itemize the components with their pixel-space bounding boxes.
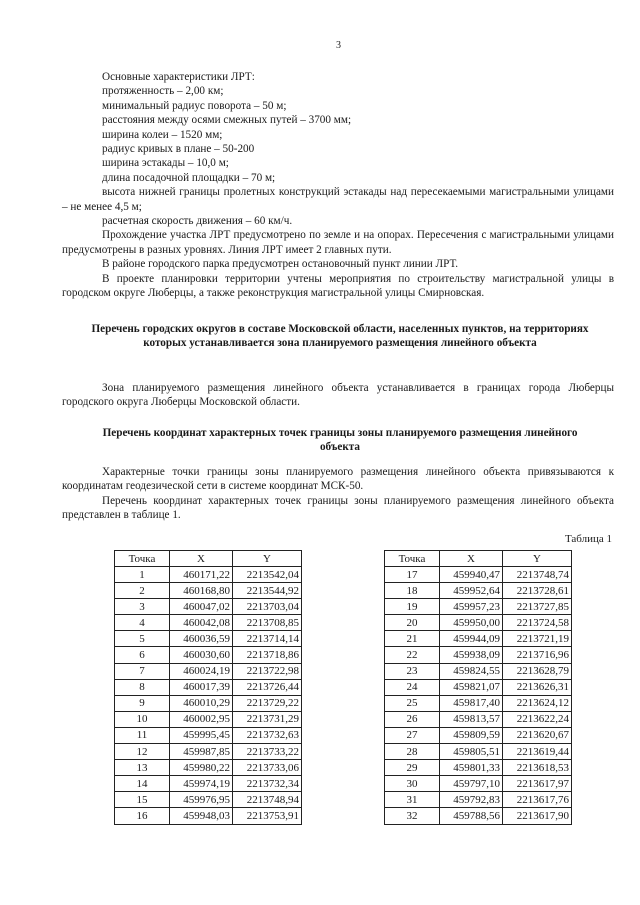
cell-y: 2213729,22 bbox=[233, 695, 302, 711]
cell-y: 2213733,22 bbox=[233, 744, 302, 760]
char-item: ширина эстакады – 10,0 м; bbox=[102, 157, 229, 170]
cell-x: 459976,95 bbox=[170, 792, 233, 808]
cell-point: 11 bbox=[115, 727, 170, 743]
page-number: 3 bbox=[336, 40, 341, 51]
char-item: протяженность – 2,00 км; bbox=[102, 85, 224, 98]
table-row bbox=[115, 776, 302, 792]
table-row bbox=[385, 679, 572, 695]
cell-y: 2213703,04 bbox=[233, 599, 302, 615]
cell-y: 2213732,63 bbox=[233, 727, 302, 743]
cell-y: 2213628,79 bbox=[503, 663, 572, 679]
table-row bbox=[385, 695, 572, 711]
header-y: Y bbox=[233, 551, 302, 567]
cell-point: 26 bbox=[385, 711, 440, 727]
cell-x: 459805,51 bbox=[440, 744, 503, 760]
cell-x: 459821,07 bbox=[440, 679, 503, 695]
char-item: высота нижней границы пролетных конструкций эстакады над пересекаемыми магистральными улицами – не менее 4,5 м; bbox=[62, 186, 614, 213]
table-row bbox=[385, 792, 572, 808]
cell-x: 460030,60 bbox=[170, 647, 233, 663]
cell-y: 2213626,31 bbox=[503, 679, 572, 695]
cell-point: 16 bbox=[115, 808, 170, 824]
coordinates-table-right bbox=[384, 550, 572, 825]
heading-districts: Перечень городских округов в составе Московской области, населенных пунктов, на территориях которых устанавливается зона планируемого размещения линейного объекта bbox=[91, 323, 589, 349]
table-caption: Таблица 1 bbox=[564, 533, 612, 545]
table-row bbox=[385, 760, 572, 776]
table-row bbox=[115, 599, 302, 615]
table-row bbox=[115, 760, 302, 776]
table-row bbox=[115, 615, 302, 631]
char-item: расчетная скорость движения – 60 км/ч. bbox=[102, 215, 293, 228]
cell-x: 459813,57 bbox=[440, 711, 503, 727]
cell-point: 7 bbox=[115, 663, 170, 679]
cell-point: 31 bbox=[385, 792, 440, 808]
cell-x: 460042,08 bbox=[170, 615, 233, 631]
paragraph: Перечень координат характерных точек границы зоны планируемого размещения линейного объекта представлен в таблице 1. bbox=[62, 494, 614, 522]
table-row bbox=[115, 711, 302, 727]
cell-point: 5 bbox=[115, 631, 170, 647]
cell-y: 2213718,86 bbox=[233, 647, 302, 663]
table-row bbox=[385, 727, 572, 743]
cell-y: 2213732,34 bbox=[233, 776, 302, 792]
cell-x: 460024,19 bbox=[170, 663, 233, 679]
cell-y: 2213544,92 bbox=[233, 583, 302, 599]
cell-y: 2213617,97 bbox=[503, 776, 572, 792]
cell-point: 12 bbox=[115, 744, 170, 760]
cell-point: 3 bbox=[115, 599, 170, 615]
table-row bbox=[385, 744, 572, 760]
cell-point: 32 bbox=[385, 808, 440, 824]
cell-x: 459950,00 bbox=[440, 615, 503, 631]
cell-point: 24 bbox=[385, 679, 440, 695]
cell-y: 2213619,44 bbox=[503, 744, 572, 760]
cell-x: 460036,59 bbox=[170, 631, 233, 647]
cell-point: 23 bbox=[385, 663, 440, 679]
cell-x: 459995,45 bbox=[170, 727, 233, 743]
cell-point: 14 bbox=[115, 776, 170, 792]
cell-x: 459974,19 bbox=[170, 776, 233, 792]
points-paragraphs bbox=[62, 465, 614, 523]
header-point: Точка bbox=[385, 551, 440, 567]
paragraph: Прохождение участка ЛРТ предусмотрено по земле и на опорах. Пересечения с магистральными улицами предусмотрены в разных уровнях. Линия ЛРТ имеет 2 главных пути. bbox=[62, 229, 614, 256]
table-row bbox=[385, 567, 572, 583]
header-x: X bbox=[440, 551, 503, 567]
cell-point: 25 bbox=[385, 695, 440, 711]
char-item: радиус кривых в плане – 50-200 bbox=[102, 143, 255, 156]
table-row bbox=[115, 631, 302, 647]
table-row bbox=[115, 583, 302, 599]
cell-point: 27 bbox=[385, 727, 440, 743]
cell-point: 18 bbox=[385, 583, 440, 599]
cell-x: 459940,47 bbox=[440, 567, 503, 583]
cell-x: 459797,10 bbox=[440, 776, 503, 792]
cell-point: 22 bbox=[385, 647, 440, 663]
table-row bbox=[385, 647, 572, 663]
cell-x: 459944,09 bbox=[440, 631, 503, 647]
char-item: длина посадочной площадки – 70 м; bbox=[102, 171, 276, 184]
cell-y: 2213753,91 bbox=[233, 808, 302, 824]
cell-point: 8 bbox=[115, 679, 170, 695]
table-row bbox=[385, 599, 572, 615]
table-row bbox=[385, 808, 572, 824]
cell-point: 13 bbox=[115, 760, 170, 776]
header-y: Y bbox=[503, 551, 572, 567]
cell-y: 2213727,85 bbox=[503, 599, 572, 615]
cell-y: 2213714,14 bbox=[233, 631, 302, 647]
cell-point: 1 bbox=[115, 567, 170, 583]
characteristics-block bbox=[62, 70, 614, 301]
cell-point: 10 bbox=[115, 711, 170, 727]
table-row bbox=[115, 663, 302, 679]
cell-x: 459792,83 bbox=[440, 792, 503, 808]
cell-y: 2213721,19 bbox=[503, 631, 572, 647]
cell-x: 459980,22 bbox=[170, 760, 233, 776]
header-point: Точка bbox=[115, 551, 170, 567]
cell-y: 2213622,24 bbox=[503, 711, 572, 727]
cell-y: 2213617,90 bbox=[503, 808, 572, 824]
cell-point: 21 bbox=[385, 631, 440, 647]
char-item: ширина колеи – 1520 мм; bbox=[102, 128, 223, 141]
cell-point: 29 bbox=[385, 760, 440, 776]
cell-point: 17 bbox=[385, 567, 440, 583]
cell-x: 459824,55 bbox=[440, 663, 503, 679]
cell-y: 2213716,96 bbox=[503, 647, 572, 663]
cell-x: 460171,22 bbox=[170, 567, 233, 583]
cell-y: 2213733,06 bbox=[233, 760, 302, 776]
zone-paragraph bbox=[62, 381, 614, 410]
cell-y: 2213617,76 bbox=[503, 792, 572, 808]
cell-y: 2213624,12 bbox=[503, 695, 572, 711]
cell-point: 6 bbox=[115, 647, 170, 663]
cell-point: 30 bbox=[385, 776, 440, 792]
cell-y: 2213722,98 bbox=[233, 663, 302, 679]
cell-x: 460047,02 bbox=[170, 599, 233, 615]
cell-y: 2213726,44 bbox=[233, 679, 302, 695]
table-header-row bbox=[115, 551, 302, 567]
char-item: расстояния между осями смежных путей – 3700 мм; bbox=[102, 114, 352, 127]
table-row bbox=[385, 615, 572, 631]
cell-y: 2213731,29 bbox=[233, 711, 302, 727]
paragraph: Характерные точки границы зоны планируемого размещения линейного объекта привязываются к координатам геодезической сети в системе координат МСК-50. bbox=[62, 466, 614, 493]
cell-y: 2213748,94 bbox=[233, 792, 302, 808]
cell-point: 15 bbox=[115, 792, 170, 808]
table-row bbox=[115, 727, 302, 743]
cell-x: 460017,39 bbox=[170, 679, 233, 695]
characteristics-title: Основные характеристики ЛРТ: bbox=[102, 71, 255, 83]
cell-x: 460002,95 bbox=[170, 711, 233, 727]
paragraph: В проекте планировки территории учтены мероприятия по строительству магистральной улицы в городском округе Люберцы, а также реконструкция магистральной улицы Смирновская. bbox=[62, 272, 614, 300]
table-row bbox=[115, 744, 302, 760]
heading-coordinates: Перечень координат характерных точек границы зоны планируемого размещения линейного объекта bbox=[102, 427, 578, 453]
cell-x: 459809,59 bbox=[440, 727, 503, 743]
table-row bbox=[115, 695, 302, 711]
cell-x: 460010,29 bbox=[170, 695, 233, 711]
table-row bbox=[385, 776, 572, 792]
cell-x: 459987,85 bbox=[170, 744, 233, 760]
table-row bbox=[115, 647, 302, 663]
table-row bbox=[115, 679, 302, 695]
coordinates-table-left bbox=[114, 550, 302, 825]
cell-y: 2213748,74 bbox=[503, 567, 572, 583]
cell-point: 9 bbox=[115, 695, 170, 711]
header-x: X bbox=[170, 551, 233, 567]
cell-y: 2213708,85 bbox=[233, 615, 302, 631]
table-row bbox=[385, 583, 572, 599]
cell-point: 19 bbox=[385, 599, 440, 615]
table-header-row bbox=[385, 551, 572, 567]
cell-point: 4 bbox=[115, 615, 170, 631]
cell-x: 459788,56 bbox=[440, 808, 503, 824]
cell-y: 2213542,04 bbox=[233, 567, 302, 583]
cell-point: 28 bbox=[385, 744, 440, 760]
cell-x: 459801,33 bbox=[440, 760, 503, 776]
table-row bbox=[385, 663, 572, 679]
cell-y: 2213618,53 bbox=[503, 760, 572, 776]
cell-x: 459952,64 bbox=[440, 583, 503, 599]
paragraph: Зона планируемого размещения линейного объекта устанавливается в границах города Люберцы городского округа Люберцы Московской области. bbox=[62, 382, 614, 409]
cell-x: 459938,09 bbox=[440, 647, 503, 663]
table-row bbox=[115, 567, 302, 583]
cell-x: 459957,23 bbox=[440, 599, 503, 615]
table-row bbox=[115, 792, 302, 808]
cell-x: 460168,80 bbox=[170, 583, 233, 599]
char-item: минимальный радиус поворота – 50 м; bbox=[102, 99, 287, 112]
table-row bbox=[115, 808, 302, 824]
cell-y: 2213620,67 bbox=[503, 727, 572, 743]
cell-x: 459948,03 bbox=[170, 808, 233, 824]
cell-point: 2 bbox=[115, 583, 170, 599]
cell-y: 2213724,58 bbox=[503, 615, 572, 631]
cell-point: 20 bbox=[385, 615, 440, 631]
cell-y: 2213728,61 bbox=[503, 583, 572, 599]
table-row bbox=[385, 631, 572, 647]
cell-x: 459817,40 bbox=[440, 695, 503, 711]
table-row bbox=[385, 711, 572, 727]
paragraph: В районе городского парка предусмотрен остановочный пункт линии ЛРТ. bbox=[102, 258, 459, 271]
